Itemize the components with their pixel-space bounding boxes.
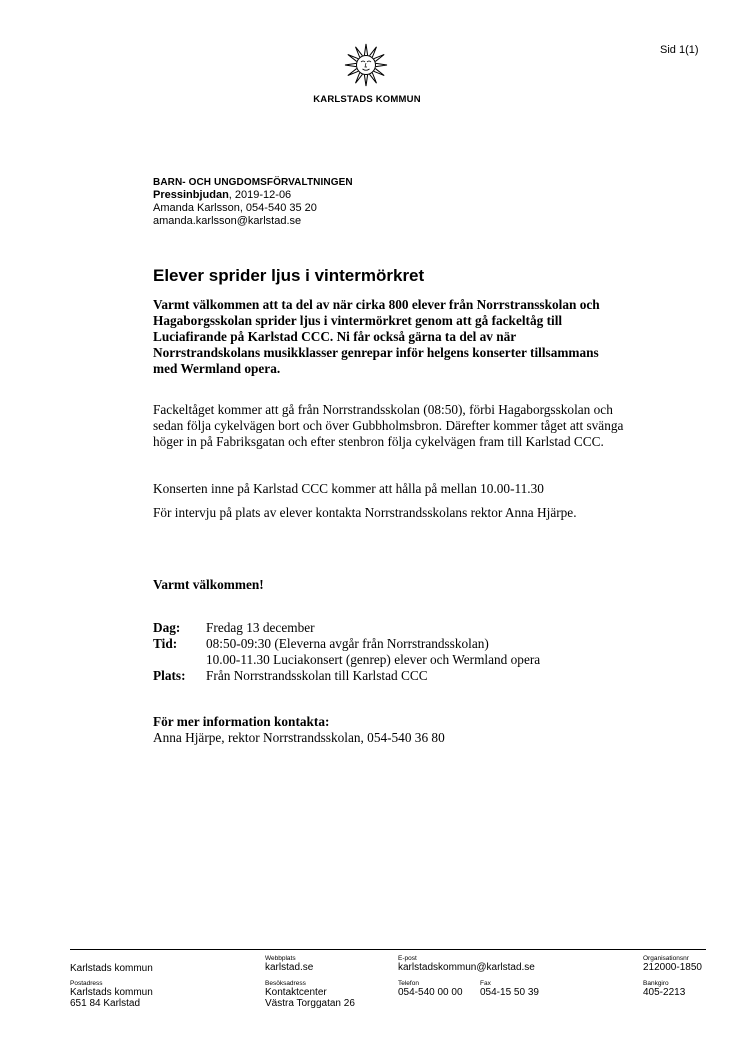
footer-giro-label: Bankgiro: [643, 980, 669, 987]
footer-divider: [70, 949, 706, 950]
detail-row-time-2: [153, 652, 540, 668]
concert-paragraph: Konserten inne på Karlstad CCC kommer att hålla på mellan 10.00-11.30: [153, 481, 544, 496]
contact-email: amanda.karlsson@karlstad.se: [153, 215, 302, 227]
footer-visit-line2: Västra Torggatan 26: [265, 998, 355, 1009]
doc-type-line: [153, 189, 353, 202]
logo-name: KARLSTADS KOMMUN: [313, 94, 421, 105]
page-number: Sid 1(1): [660, 44, 699, 56]
footer-fax-value: 054-15 50 39: [480, 987, 539, 998]
footer-post-line1: Karlstads kommun: [70, 987, 153, 998]
footer-email-label: E-post: [398, 955, 417, 962]
detail-row-day: [153, 620, 540, 636]
footer-visit-line1: Kontaktcenter: [265, 987, 327, 998]
detail-row-time: [153, 636, 540, 652]
place-value: Från Norrstrandsskolan till Karlstad CCC: [206, 668, 428, 683]
footer-fax: [480, 980, 539, 998]
footer-org: [70, 963, 153, 974]
contact-person: Anna Hjärpe, rektor Norrstrandsskolan, 054-540 36 80: [153, 730, 445, 745]
lead-paragraph: Varmt välkommen att ta del av när cirka 800 elever från Norrstransskolan och Hagaborgsskolan sprider ljus i vintermörkret genom att gå fackeltåg till Luciafirande på Karlstad CCC. Ni får också gärna ta del av när Norrstrandskolans musikklasser genrepar inför helgens konserter tillsammans med Wermland opera.: [153, 297, 600, 376]
footer-postal: [70, 980, 153, 1009]
footer-web-value: karlstad.se: [265, 962, 314, 973]
time-label: Tid:: [153, 636, 178, 651]
day-value: Fredag 13 december: [206, 620, 315, 635]
day-label: Dag:: [153, 620, 181, 635]
department-name: BARN- OCH UNGDOMSFÖRVALTNINGEN: [153, 177, 353, 188]
footer-orgnr-value: 212000-1850: [643, 962, 702, 973]
footer-giro-value: 405-2213: [643, 987, 686, 998]
event-details: [153, 620, 540, 684]
footer-email-value: karlstadskommun@karlstad.se: [398, 962, 535, 973]
welcome-text: Varmt välkommen!: [153, 577, 264, 592]
contact-line: Amanda Karlsson, 054-540 35 20: [153, 202, 317, 214]
footer-post-line2: 651 84 Karlstad: [70, 998, 141, 1009]
footer-giro: [643, 980, 685, 998]
detail-row-place: [153, 668, 540, 684]
footer-phone-value: 054-540 00 00: [398, 987, 463, 998]
place-label: Plats:: [153, 668, 186, 683]
doc-type: Pressinbjudan: [153, 189, 229, 201]
interview-paragraph: För intervju på plats av elever kontakta Norrstrandsskolans rektor Anna Hjärpe.: [153, 505, 577, 520]
contact-section: [153, 714, 445, 746]
footer-org-name: Karlstads kommun: [70, 963, 153, 974]
footer-visit: [265, 980, 355, 1009]
footer-web-label: Webbplats: [265, 955, 296, 962]
doc-date: , 2019-12-06: [228, 189, 292, 201]
time-value-2: 10.00-11.30 Luciakonsert (genrep) elever och Wermland opera: [206, 652, 541, 667]
footer-phone: [398, 980, 463, 998]
footer-fax-label: Fax: [480, 980, 491, 987]
footer-visit-label: Besöksadress: [265, 980, 306, 987]
footer-email: [398, 955, 535, 973]
footer-post-label: Postadress: [70, 980, 103, 987]
sun-face-icon: [343, 42, 389, 88]
route-paragraph: Fackeltåget kommer att gå från Norrstrandsskolan (08:50), förbi Hagaborgsskolan och sedan följa cykelvägen bort och över Gubbholmsbron. Därefter kommer tåget att svänga höger in på Fabriksgatan och efter stenbron följa cykelvägen fram till Karlstad CCC.: [153, 402, 624, 449]
headline: Elever sprider ljus i vintermörkret: [153, 266, 425, 285]
footer-orgnr: [643, 955, 702, 973]
footer-phone-label: Telefon: [398, 980, 419, 987]
contact-title: För mer information kontakta:: [153, 714, 330, 729]
footer-orgnr-label: Organisationsnr: [643, 955, 689, 962]
footer-web: [265, 955, 313, 973]
time-value-1: 08:50-09:30 (Eleverna avgår från Norrstrandsskolan): [206, 636, 489, 651]
sender-block: [153, 176, 353, 228]
